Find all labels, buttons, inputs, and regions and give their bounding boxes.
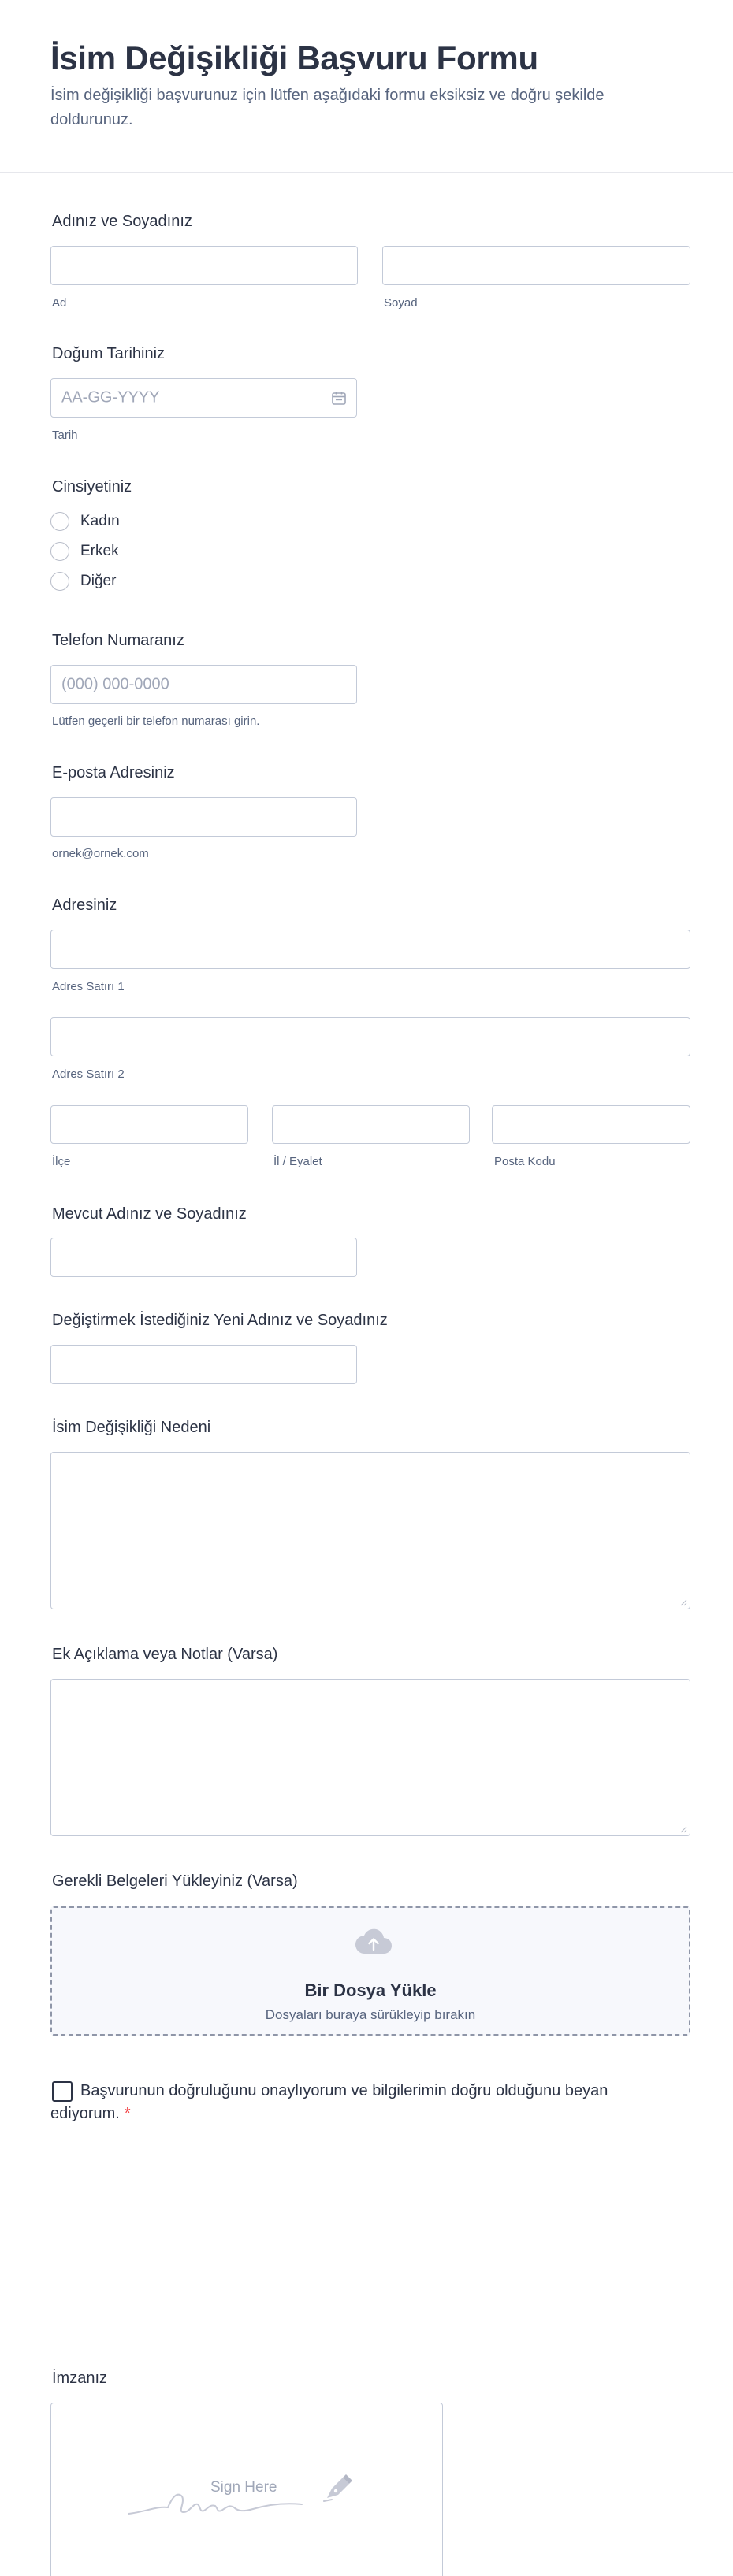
district-input[interactable] <box>50 1105 248 1144</box>
phone-input[interactable] <box>50 665 357 704</box>
current-name-input[interactable] <box>50 1238 357 1277</box>
birth-date-placeholder: AA-GG-YYYY <box>61 388 160 406</box>
current-name-label: Mevcut Adınız ve Soyadınız <box>52 1205 247 1223</box>
last-name-sublabel: Soyad <box>384 296 418 310</box>
last-name-input[interactable] <box>382 246 690 285</box>
district-sublabel: İlçe <box>52 1155 71 1168</box>
calendar-icon[interactable] <box>331 390 347 406</box>
radio-button[interactable] <box>50 572 69 591</box>
address-line1-input[interactable] <box>50 930 690 969</box>
first-name-input[interactable] <box>50 246 358 285</box>
file-upload-dropzone[interactable] <box>50 1906 690 2036</box>
postal-code-sublabel: Posta Kodu <box>494 1155 556 1168</box>
address-label: Adresiniz <box>52 896 117 914</box>
phone-placeholder: (000) 000-0000 <box>61 675 169 693</box>
gender-option-male[interactable] <box>50 541 119 562</box>
email-label: E-posta Adresiniz <box>52 764 175 781</box>
cloud-upload-icon <box>355 1927 392 1955</box>
birth-date-input[interactable] <box>50 378 357 418</box>
upload-label: Gerekli Belgeleri Yükleyiniz (Varsa) <box>52 1873 298 1890</box>
birth-date-label: Doğum Tarihiniz <box>52 345 166 362</box>
province-input[interactable] <box>272 1105 470 1144</box>
radio-button[interactable] <box>50 542 69 561</box>
birth-date-sublabel: Tarih <box>52 429 78 442</box>
reason-textarea[interactable] <box>50 1452 690 1609</box>
reason-label: İsim Değişikliği Nedeni <box>52 1419 211 1436</box>
consent-text <box>50 2080 618 2125</box>
signature-pad[interactable] <box>50 2403 443 2576</box>
gender-option-other[interactable] <box>50 571 116 592</box>
gender-option-label: Erkek <box>80 543 119 559</box>
address-line2-sublabel: Adres Satırı 2 <box>52 1067 125 1081</box>
address-line2-input[interactable] <box>50 1017 690 1056</box>
address-line1-sublabel: Adres Satırı 1 <box>52 980 125 993</box>
gender-option-label: Diğer <box>80 573 117 589</box>
first-name-sublabel: Ad <box>52 296 67 310</box>
email-sublabel: ornek@ornek.com <box>52 847 149 860</box>
province-sublabel: İl / Eyalet <box>273 1155 322 1168</box>
form-header <box>0 0 733 173</box>
resize-handle-icon[interactable] <box>679 1598 687 1606</box>
resize-handle-icon[interactable] <box>679 1825 687 1833</box>
required-mark: * <box>124 2105 131 2122</box>
upload-title: Bir Dosya Yükle <box>304 1980 437 2000</box>
gender-option-female[interactable] <box>50 511 120 532</box>
new-name-input[interactable] <box>50 1345 357 1384</box>
notes-label: Ek Açıklama veya Notlar (Varsa) <box>52 1646 278 1663</box>
notes-textarea[interactable] <box>50 1679 690 1836</box>
form-title: İsim Değişikliği Başvuru Formu <box>50 39 538 76</box>
email-input[interactable] <box>50 797 357 837</box>
signature-placeholder: Sign Here <box>210 2479 277 2496</box>
new-name-label: Değiştirmek İstediğiniz Yeni Adınız ve Soyadınız <box>52 1312 388 1329</box>
upload-subtitle: Dosyaları buraya sürükleyip bırakın <box>265 2007 476 2022</box>
gender-option-label: Kadın <box>80 513 120 529</box>
form-description: İsim değişikliği başvurunuz için lütfen aşağıdaki formu eksiksiz ve doğru şekilde doldurunuz. <box>50 87 605 128</box>
name-label: Adınız ve Soyadınız <box>52 213 192 230</box>
consent-label: Başvurunun doğruluğunu onaylıyorum ve bilgilerimin doğru olduğunu beyan ediyorum. <box>50 2082 608 2122</box>
phone-label: Telefon Numaranız <box>52 632 184 649</box>
radio-button[interactable] <box>50 512 69 531</box>
phone-sublabel: Lütfen geçerli bir telefon numarası girin. <box>52 715 260 728</box>
gender-label: Cinsiyetiniz <box>52 478 132 496</box>
postal-code-input[interactable] <box>492 1105 690 1144</box>
signature-label: İmzanız <box>52 2370 108 2387</box>
pen-icon <box>322 2471 355 2503</box>
